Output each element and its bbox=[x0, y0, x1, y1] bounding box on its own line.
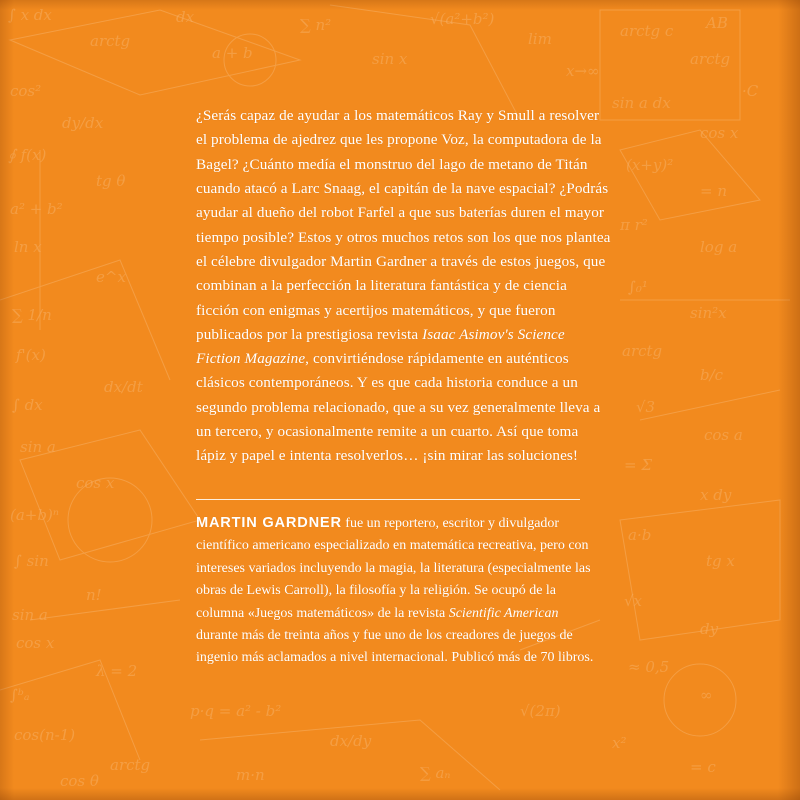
svg-text:n!: n! bbox=[86, 586, 102, 604]
svg-text:x dy: x dy bbox=[700, 486, 732, 504]
svg-text:dy/dx: dy/dx bbox=[62, 114, 104, 132]
svg-text:∞: ∞ bbox=[700, 686, 713, 704]
svg-text:ln x: ln x bbox=[14, 238, 42, 256]
svg-text:arctg: arctg bbox=[90, 32, 131, 50]
svg-text:dx: dx bbox=[176, 8, 195, 26]
author-bio bbox=[196, 512, 602, 670]
svg-text:·C: ·C bbox=[742, 82, 759, 100]
svg-text:= Σ: = Σ bbox=[624, 456, 652, 474]
svg-text:√(2π): √(2π) bbox=[520, 702, 561, 720]
svg-text:arctg: arctg bbox=[110, 756, 151, 774]
svg-text:cos²: cos² bbox=[10, 82, 42, 100]
svg-text:cos a: cos a bbox=[704, 426, 743, 444]
top-edge-shadow bbox=[0, 0, 800, 10]
svg-text:√x: √x bbox=[624, 592, 643, 610]
back-cover-blurb bbox=[196, 104, 612, 469]
svg-text:√(a²+b²): √(a²+b²) bbox=[430, 10, 495, 28]
svg-text:a·b: a·b bbox=[628, 526, 652, 544]
blurb-text-part-1: ¿Serás capaz de ayudar a los matemáticos Ray y Smull a resolver el problema de ajedrez que les propone Voz, la computadora de la Bagel? ¿Cuánto medía el monstruo del lago de metano de Titán cuando atacó a Larc Snaag, el capitán de la nave espacial? ¿Podrás ayudar al dueño del robot Farfel a que sus baterías duren el mayor tiempo posible? Estos y otros muchos retos son los que nos plantea el célebre divulgador Martin Gardner a través de estos juegos, que combinan a la perfección la literatura fantástica y de ciencia ficción con enigmas y acertijos matemáticos, y que fueron publicados por la prestigiosa revista bbox=[196, 107, 611, 343]
svg-text:∫ sin: ∫ sin bbox=[14, 552, 49, 570]
svg-text:cos x: cos x bbox=[16, 634, 55, 652]
svg-text:AB: AB bbox=[706, 14, 728, 32]
svg-text:lim: lim bbox=[528, 30, 552, 48]
svg-text:p·q = a² - b²: p·q = a² - b² bbox=[190, 702, 282, 720]
svg-text:b/c: b/c bbox=[700, 366, 724, 384]
svg-text:∑ aₙ: ∑ aₙ bbox=[420, 764, 451, 782]
blurb-text-part-2: , convirtiéndose rápidamente en auténticos clásicos contemporáneos. Y es que cada historia conduce a un segundo problema relacionado, que a su vez generalmente lleva a un tercero, y ocasionalmente remite a un cuarto. Así que toma lápiz y papel e intenta resolverlos… ¡sin mirar las soluciones! bbox=[196, 350, 601, 465]
svg-text:cos x: cos x bbox=[76, 474, 115, 492]
svg-text:arctg: arctg bbox=[622, 342, 663, 360]
svg-text:f'(x): f'(x) bbox=[16, 346, 46, 364]
svg-text:(x+y)²: (x+y)² bbox=[626, 156, 674, 174]
svg-text:a + b: a + b bbox=[212, 44, 253, 62]
svg-text:∫₀¹: ∫₀¹ bbox=[628, 278, 648, 296]
section-divider bbox=[196, 499, 580, 500]
svg-text:arctg c: arctg c bbox=[620, 22, 674, 40]
left-edge-shadow bbox=[0, 0, 14, 800]
svg-text:m·n: m·n bbox=[236, 766, 265, 784]
svg-text:sin a: sin a bbox=[20, 438, 56, 456]
svg-text:tg x: tg x bbox=[706, 552, 735, 570]
svg-text:∫ dx: ∫ dx bbox=[12, 396, 43, 414]
magazine-title-italic: Isaac Asimov's Science Fiction Magazine bbox=[196, 325, 565, 368]
spine-shadow bbox=[778, 0, 800, 800]
svg-text:sin²x: sin²x bbox=[690, 304, 727, 322]
bio-text-part-1: fue un reportero, escritor y divulgador científico americano especializado en matemática recreativa, pero con intereses variados incluyendo la magia, la literatura (especialmente las obras de Lewis Carroll), la filosofía y la religión. Se ocupó de la columna «Juegos matemáticos» de la revista bbox=[196, 516, 591, 621]
svg-text:dx/dt: dx/dt bbox=[104, 378, 143, 396]
svg-text:e^x: e^x bbox=[96, 268, 126, 286]
svg-text:π r²: π r² bbox=[620, 216, 648, 234]
svg-text:sin x: sin x bbox=[372, 50, 408, 68]
svg-text:a² + b²: a² + b² bbox=[10, 200, 63, 218]
author-name: MARTIN GARDNER bbox=[196, 515, 342, 531]
scientific-american-italic: Scientific American bbox=[448, 605, 559, 621]
svg-text:= n: = n bbox=[700, 182, 727, 200]
svg-text:x→∞: x→∞ bbox=[566, 62, 600, 80]
svg-text:cos(n-1): cos(n-1) bbox=[14, 726, 76, 744]
svg-text:log a: log a bbox=[700, 238, 738, 256]
svg-text:√3: √3 bbox=[636, 398, 656, 416]
svg-text:≈ 0,5: ≈ 0,5 bbox=[628, 658, 670, 676]
svg-text:tg θ: tg θ bbox=[96, 172, 126, 190]
svg-text:sin a: sin a bbox=[12, 606, 48, 624]
svg-text:∑ n²: ∑ n² bbox=[300, 16, 332, 34]
svg-text:dx/dy: dx/dy bbox=[330, 732, 372, 750]
svg-text:λ = 2: λ = 2 bbox=[96, 662, 138, 680]
svg-text:dy: dy bbox=[700, 620, 719, 638]
svg-text:sin a dx: sin a dx bbox=[612, 94, 671, 112]
svg-text:(a+b)ⁿ: (a+b)ⁿ bbox=[10, 506, 59, 524]
svg-text:∑ 1/n: ∑ 1/n bbox=[12, 306, 52, 324]
bottom-edge-shadow bbox=[0, 788, 800, 800]
svg-text:∮ f(x): ∮ f(x) bbox=[8, 146, 47, 164]
svg-text:arctg: arctg bbox=[690, 50, 731, 68]
svg-text:= c: = c bbox=[690, 758, 716, 776]
svg-text:cos θ: cos θ bbox=[60, 772, 99, 790]
svg-text:cos x: cos x bbox=[700, 124, 739, 142]
svg-text:x²: x² bbox=[612, 734, 627, 752]
bio-text-part-2: durante más de treinta años y fue uno de los creadores de juegos de ingenio más aclamados a nivel internacional. Publicó más de 70 libros. bbox=[196, 627, 594, 666]
svg-text:∫ᵇₐ: ∫ᵇₐ bbox=[10, 686, 30, 704]
svg-text:∫ x dx: ∫ x dx bbox=[8, 6, 52, 24]
